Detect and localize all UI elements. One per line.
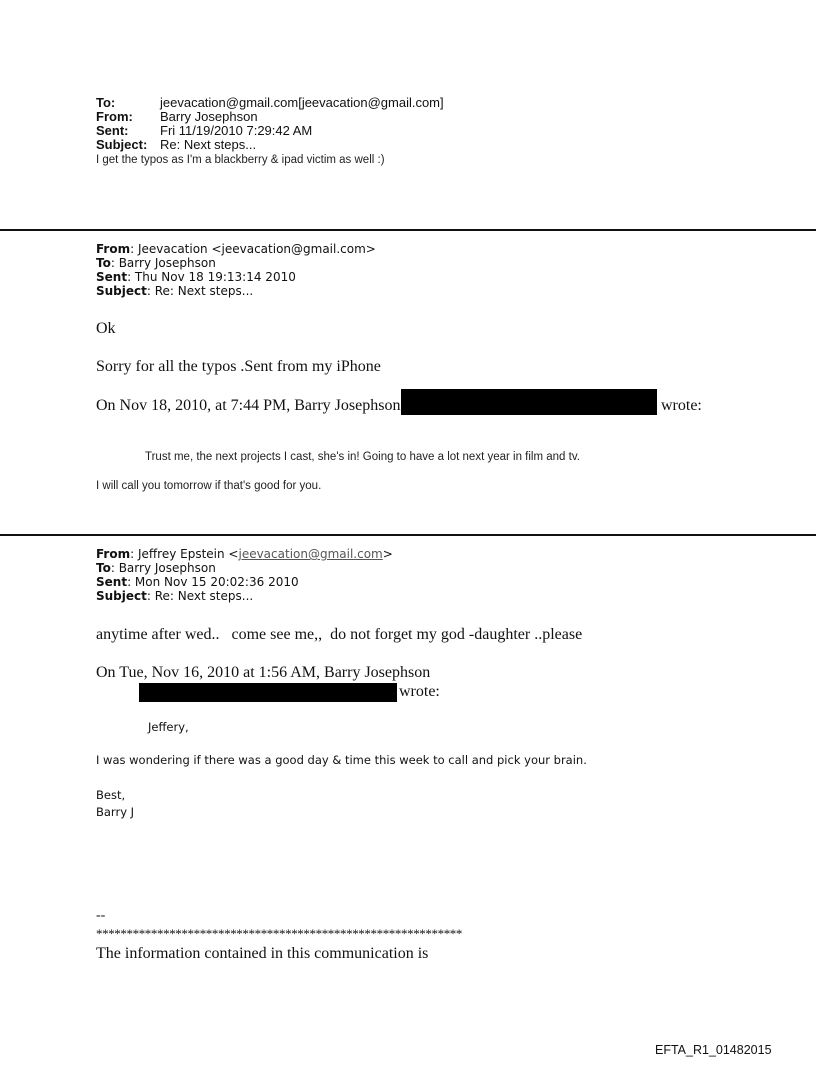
email1-header: [96, 96, 444, 152]
email3-sign-name: Barry J: [96, 805, 135, 819]
email2-sent-label: Sent: [96, 270, 128, 284]
email3-line1: anytime after wed.. come see me,, do not forget my god -daughter ..please: [96, 626, 583, 643]
email3-subject-label: Subject: [96, 589, 147, 603]
email3-redaction: [139, 683, 397, 702]
email3-stars: ************************************************************: [96, 926, 463, 941]
email1-to-row: [96, 96, 444, 110]
email2-quote-wrote: wrote:: [661, 397, 702, 414]
email3-from-label: From: [96, 547, 131, 561]
email2-from-label: From: [96, 242, 131, 256]
email3-dashes: --: [96, 908, 106, 923]
email2-subject-label: Subject: [96, 284, 147, 298]
email3-from-email-link[interactable]: jeevacation@gmail.com: [238, 547, 383, 561]
email3-from-prefix: : Jeffrey Epstein <: [130, 547, 239, 561]
email2-quoted-text: Trust me, the next projects I cast, she's in! Going to have a lot next year in film and tv.: [145, 451, 580, 463]
email3-from-suffix: >: [382, 547, 393, 561]
email3-quoted-text: I was wondering if there was a good day & time this week to call and pick your brain.: [96, 753, 587, 767]
email3-to-label: To: [96, 561, 111, 575]
email3-sign-best: Best,: [96, 788, 126, 802]
email3-to-value: : Barry Josephson: [110, 561, 216, 575]
email2-quoted-text-2: I will call you tomorrow if that's good for you.: [96, 480, 322, 492]
email3-subject-value: : Re: Next steps...: [146, 589, 254, 603]
divider-1: [0, 229, 816, 231]
email2-quote-intro: On Nov 18, 2010, at 7:44 PM, Barry Josephson: [96, 397, 401, 414]
email3-salutation: Jeffery,: [148, 720, 189, 734]
email2-redaction: [401, 389, 657, 415]
email2-line2: Sorry for all the typos .Sent from my iPhone: [96, 358, 381, 375]
email1-from-label: From:: [96, 109, 133, 124]
email2-from-row: [96, 242, 376, 256]
email1-sent-label: Sent:: [96, 123, 129, 138]
email2-subject-row: [96, 284, 376, 298]
email3-to-row: [96, 561, 393, 575]
email2-to-row: [96, 256, 376, 270]
email2-to-value: : Barry Josephson: [110, 256, 216, 270]
email2-to-label: To: [96, 256, 111, 270]
email3-sent-label: Sent: [96, 575, 128, 589]
email2-sent-row: [96, 270, 376, 284]
email2-header: [96, 242, 376, 298]
email3-quote-intro: On Tue, Nov 16, 2010 at 1:56 AM, Barry Josephson: [96, 664, 431, 681]
email3-sent-value: : Mon Nov 15 20:02:36 2010: [127, 575, 299, 589]
email2-subject-value: : Re: Next steps...: [146, 284, 254, 298]
email3-quote-wrote: wrote:: [399, 683, 440, 700]
email2-line1: Ok: [96, 320, 116, 337]
email2-sent-value: : Thu Nov 18 19:13:14 2010: [127, 270, 296, 284]
email1-subject-row: [96, 138, 444, 152]
email3-sent-row: [96, 575, 393, 589]
email1-sent-row: [96, 124, 444, 138]
document-id: EFTA_R1_01482015: [655, 1043, 772, 1057]
email1-sent-value: Fri 11/19/2010 7:29:42 AM: [160, 123, 313, 138]
email3-from-row: [96, 547, 393, 561]
email1-from-row: [96, 110, 444, 124]
email1-body: I get the typos as I'm a blackberry & ipad victim as well :): [96, 154, 385, 166]
email1-subject-value: Re: Next steps...: [160, 137, 257, 152]
email1-from-value: Barry Josephson: [160, 109, 258, 124]
email3-header: [96, 547, 393, 603]
email1-to-label: To:: [96, 95, 116, 110]
email2-from-value: : Jeevacation <jeevacation@gmail.com>: [130, 242, 376, 256]
divider-2: [0, 534, 816, 536]
email3-disclaimer: The information contained in this communication is: [96, 945, 429, 962]
email3-subject-row: [96, 589, 393, 603]
email1-to-value: jeevacation@gmail.com[jeevacation@gmail.com]: [160, 95, 444, 110]
email1-subject-label: Subject:: [96, 137, 148, 152]
